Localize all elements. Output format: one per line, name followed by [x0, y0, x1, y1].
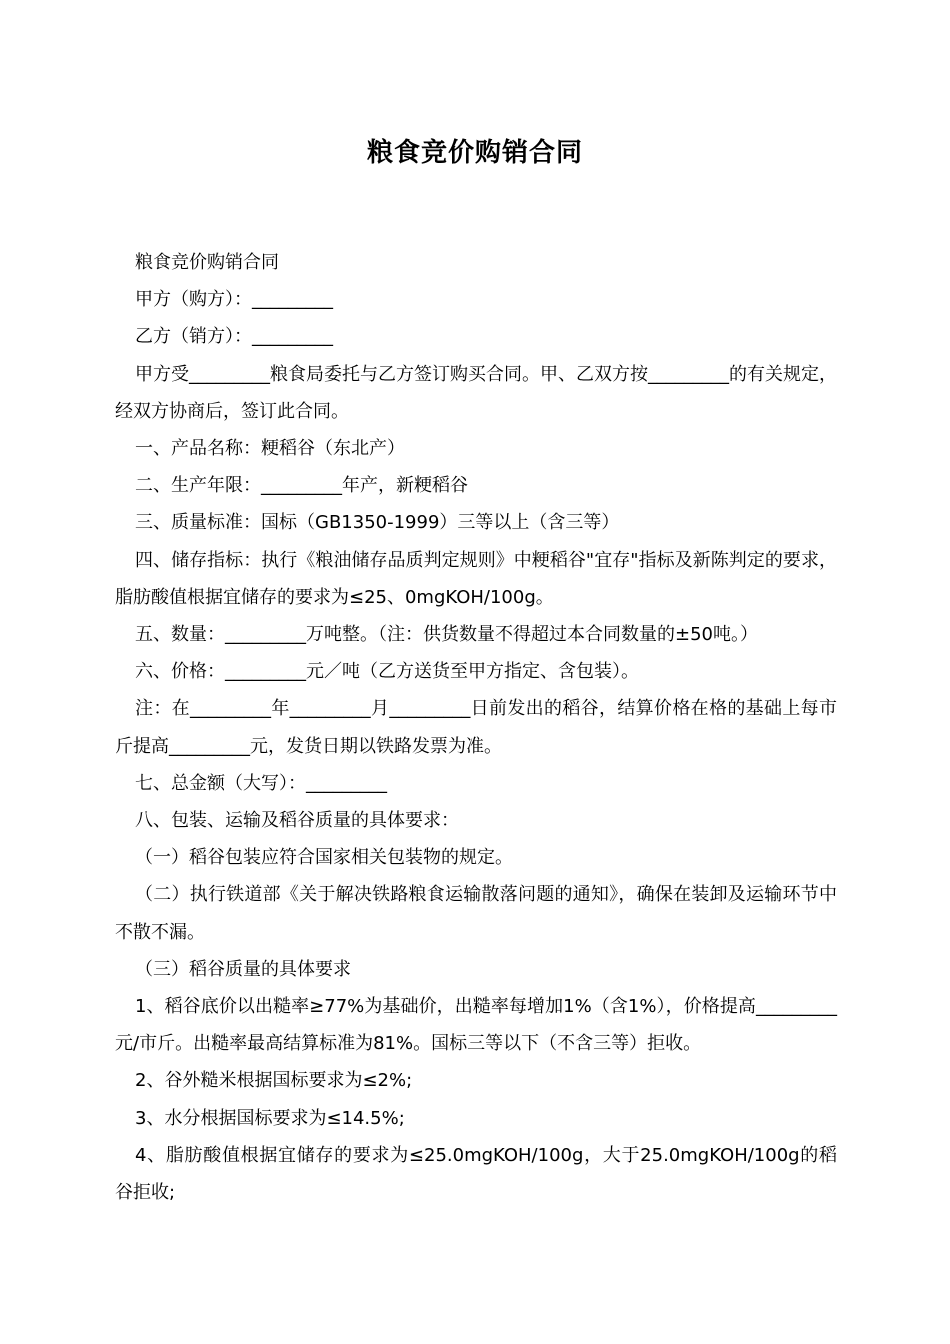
document-body: [115, 244, 837, 1211]
paragraph-clause-8-2: （二）执行铁道部《关于解决铁路粮食运输散落问题的通知》，确保在装卸及运输环节中不散不漏。: [115, 884, 837, 943]
paragraph-clause-3: 三、质量标准：国标（GB1350-1999）三等以上（含三等）: [135, 512, 620, 534]
paragraph-clause-8-1: （一）稻谷包装应符合国家相关包装物的规定。: [135, 847, 513, 869]
paragraph-clause-2: 二、生产年限：_________年产，新粳稻谷: [135, 475, 468, 497]
paragraph-quality-4: 4、脂肪酸值根据宜储存的要求为≤25.0mgKOH/100g，大于25.0mgKOH/100g的稻谷拒收;: [115, 1144, 837, 1204]
paragraph-clause-8-3: （三）稻谷质量的具体要求: [135, 958, 351, 980]
paragraph-preamble: 甲方受_________粮食局委托与乙方签订购买合同。甲、乙双方按_________的有关规定，经双方协商后，签订此合同。: [115, 363, 837, 422]
paragraph-party-a: 甲方（购方）：_________: [135, 289, 333, 311]
paragraph-clause-6: 六、价格：_________元／吨（乙方送货至甲方指定、含包装）。: [135, 661, 639, 683]
paragraph-quality-1: 1、稻谷底价以出糙率≥77%为基础价，出糙率每增加1%（含1%），价格提高_________元/市斤。出糙率最高结算标准为81%。国标三等以下（不含三等）拒收。: [115, 996, 837, 1055]
paragraph-clause-5: 五、数量：_________万吨整。（注：供货数量不得超过本合同数量的±50吨。）: [135, 624, 758, 646]
paragraph-clause-7: 七、总金额（大写）：_________: [135, 772, 387, 794]
paragraph-heading: 粮食竞价购销合同: [135, 252, 279, 273]
paragraph-note: 注：在_________年_________月_________日前发出的稻谷，结算价格在格的基础上每市斤提高_________元，发货日期以铁路发票为准。: [115, 698, 837, 757]
paragraph-quality-3: 3、水分根据国标要求为≤14.5%;: [135, 1107, 405, 1129]
paragraph-clause-4: 四、储存指标：执行《粮油储存品质判定规则》中粳稻谷"宜存"指标及新陈判定的要求，脂肪酸值根据宜储存的要求为≤25、0mgKOH/100g。: [115, 549, 837, 608]
paragraph-quality-2: 2、谷外糙米根据国标要求为≤2%;: [135, 1070, 413, 1092]
paragraph-party-b: 乙方（销方）：_________: [135, 326, 333, 348]
paragraph-clause-8: 八、包装、运输及稻谷质量的具体要求：: [135, 810, 459, 832]
document-title: 粮食竞价购销合同: [366, 138, 583, 168]
paragraph-clause-1: 一、产品名称：粳稻谷（东北产）: [135, 438, 405, 460]
